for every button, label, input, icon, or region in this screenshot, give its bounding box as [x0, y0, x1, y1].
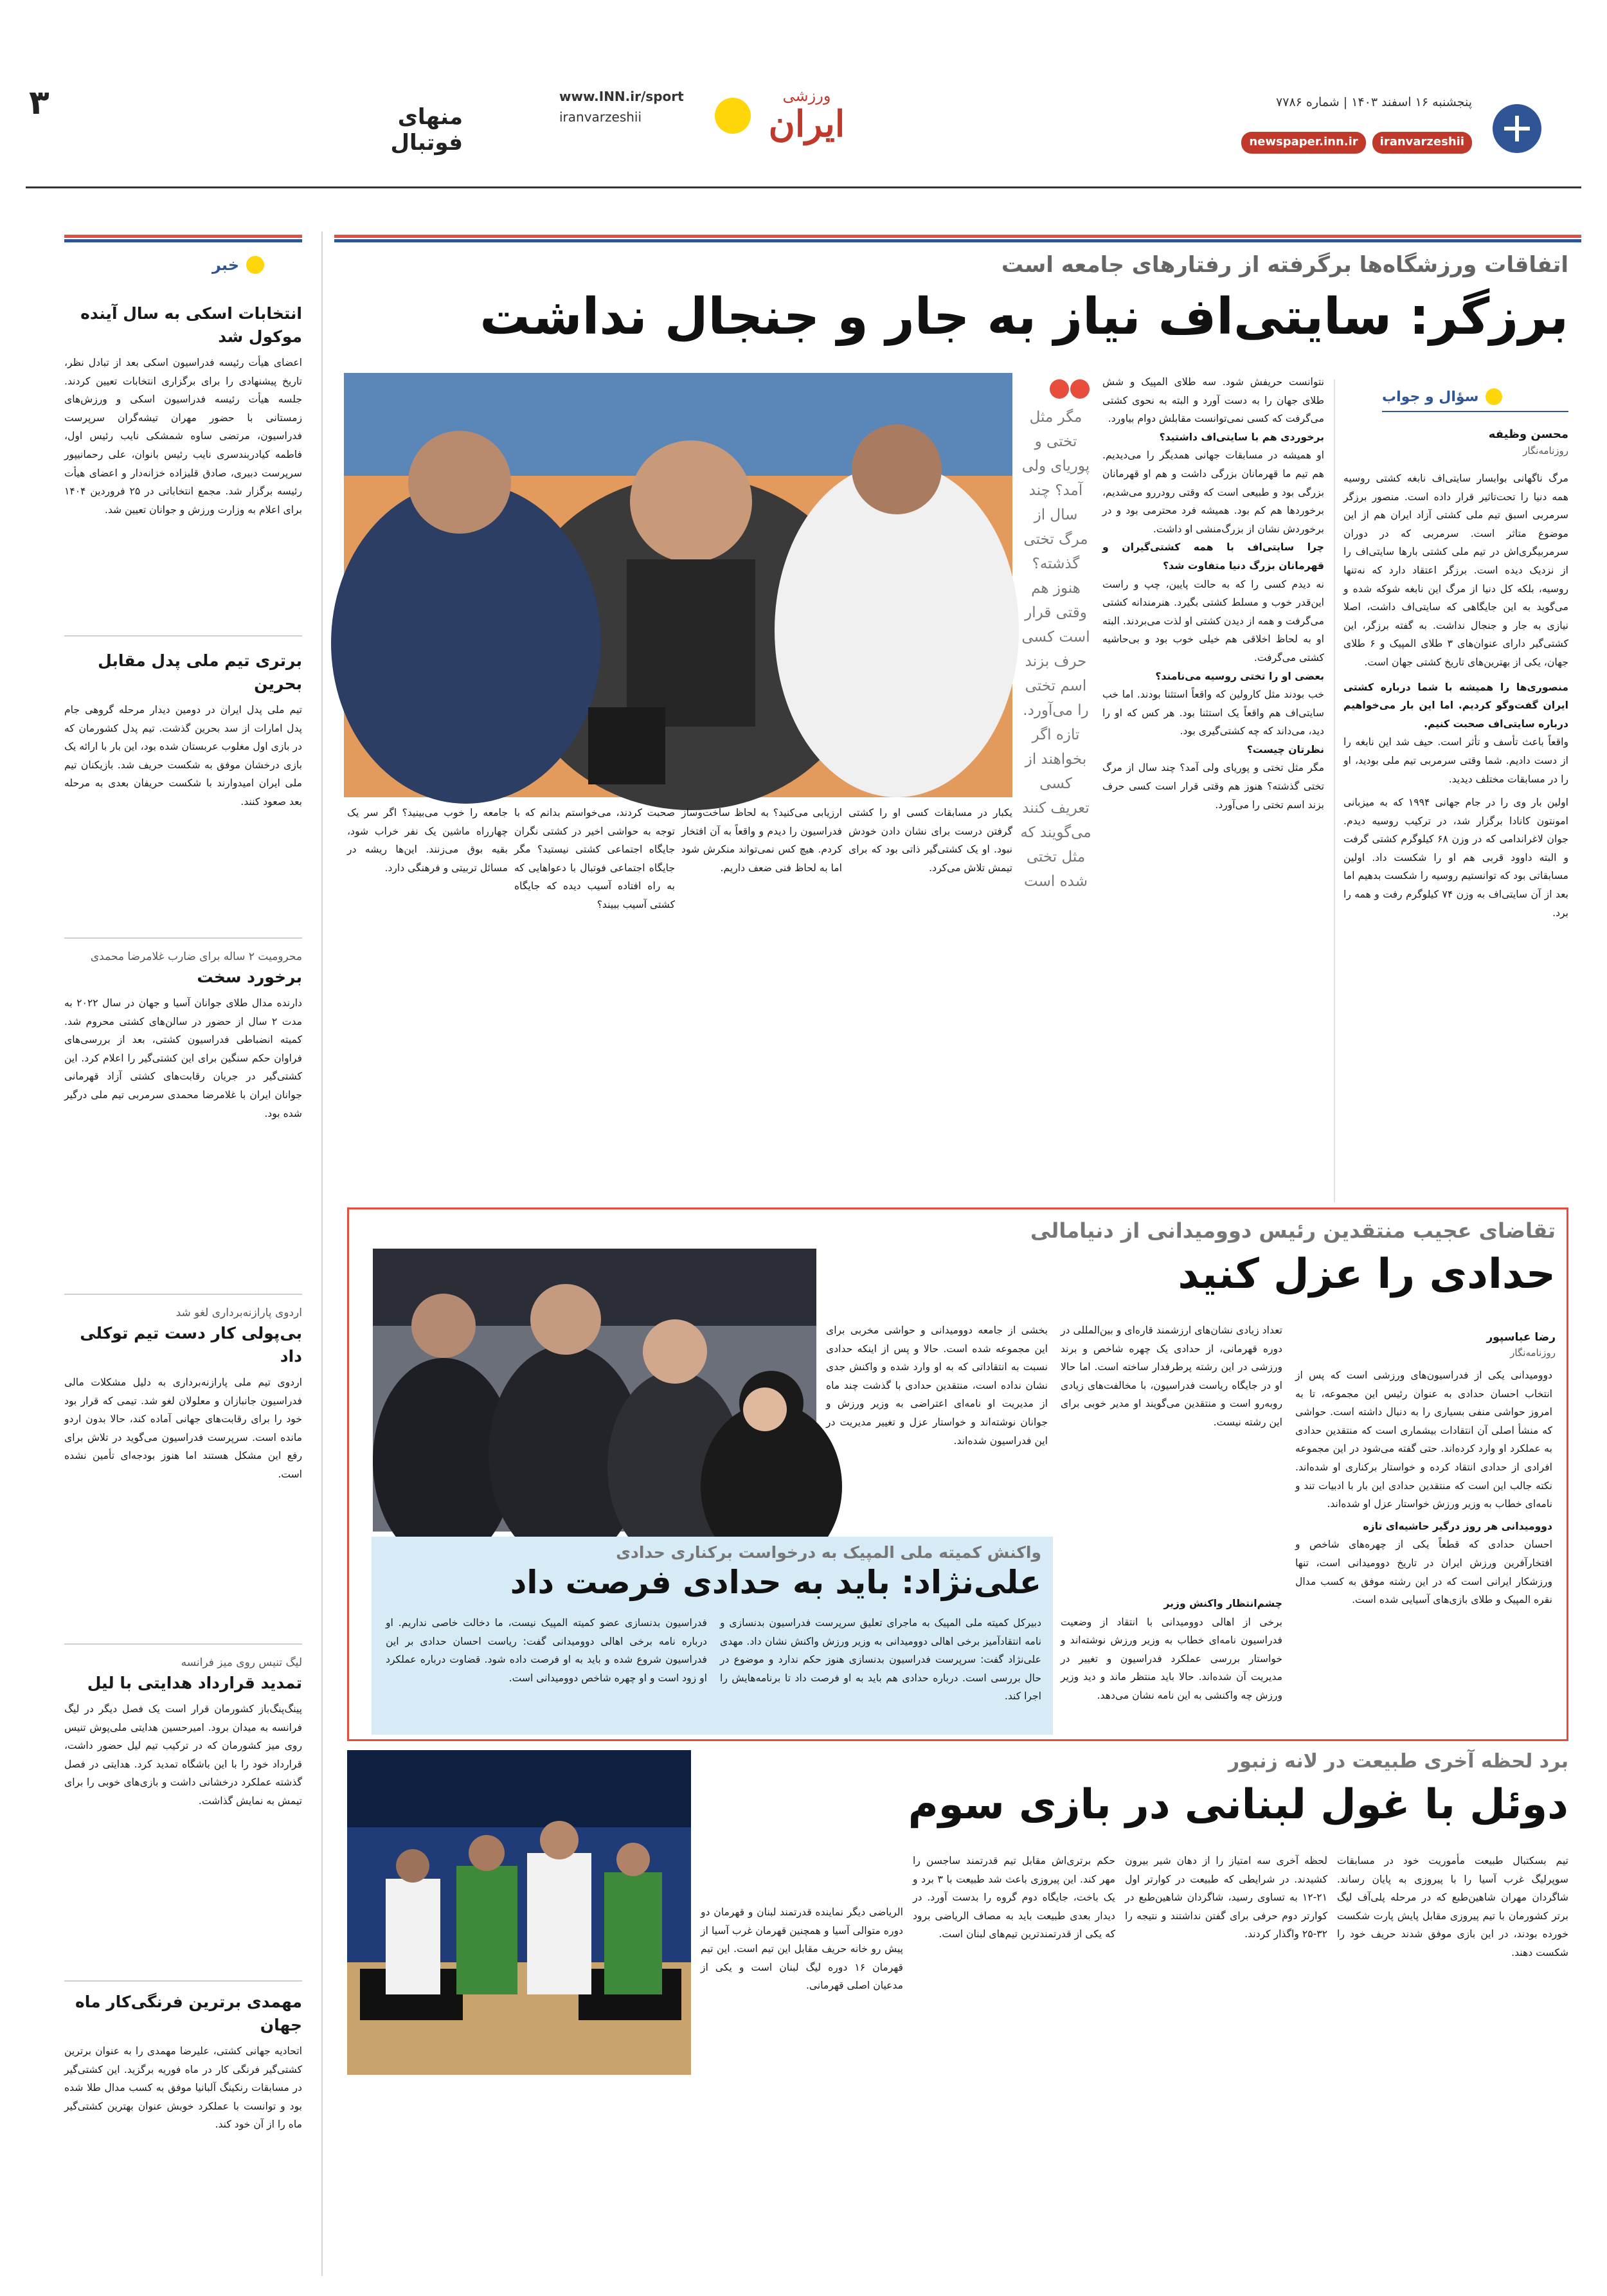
haddadi-headline: حدادی را عزل کنید [1178, 1251, 1556, 1298]
basketball-headline: دوئل با غول لبنانی در بازی سوم [908, 1781, 1568, 1829]
haddadi-author-role: روزنامه‌نگار [1510, 1347, 1556, 1359]
sidebar-news-1 [64, 302, 302, 630]
main-column-3 [848, 804, 1012, 1202]
basketball-column-2 [1125, 1852, 1327, 2276]
sidebar-stripe-blue [64, 239, 302, 242]
news-kicker: اردوی پارازنه‌برداری لغو شد [175, 1306, 302, 1319]
body-text: دبیرکل کمیته ملی المپیک به ماجرای تعلیق سرپرست فدراسیون بدنسازی و نامه انتقادآمیز برخی اهالی دوومیدانی به وزیر ورزش واکنش نشان داد. مهدی علی‌نژاد گفت: سرپرست فدراسیون بدنسازی هنوز حکم ندارد و موضوع در حال بررسی است. درباره حدادی هم باید به او فرصت داد تا برنامه‌هایش را اجرا کند. [720, 1617, 1041, 1703]
news-body: اعضای هیأت رئیسه فدراسیون اسکی بعد از تبادل نظر، تاریخ پیشنهادی را برای برگزاری انتخابات تعیین کردند. جلسه هیأت رئیسه فدراسیون اسکی و ورزش‌های زمستانی با حضور مهران تیشه‌گران سرپرست فدراسیون، مرتضی ساوه شمشکی نایب رئیس اول، فاطمه کیادربندسری نایب رئیس بانوان، علی رحمانیپور سرپرست دبیری، صادق قلیزاده خزانه‌دار و اعضای هیأت رئیسه برگزار شد. مجمع انتخاباتی در ۲۵ فروردین ۱۴۰۴ برای اعلام به وزارت ورزش و جوانان تعیین شد. [64, 357, 302, 516]
question: برخوردی هم با سایتی‌اف داشتید؟ [1159, 431, 1324, 443]
body-text: نتوانست حریفش شود. سه طلای المپیک و شش طلای جهان را به دست آورد و البته به نحوی کشتی می‌گرفت که کسی نمی‌توانست مقابلش دوام بیاورد. [1102, 376, 1324, 425]
quote-marks-icon [1048, 376, 1093, 402]
sidebar-news-4 [64, 1304, 302, 1638]
news-body: تیم ملی پدل ایران در دومین دیدار مرحله گروهی جام پدل امارات از سد بحرین گذشت. تیم پدل کشورمان که در بازی اول مغلوب عربستان شده بود، این بار با ارائه یک بازی درخشان موفق به شکست حریف شد. بازیکنان تیم ملی ایران امیدوارند با شکست حریفان بعدی به مرحله بعد صعود کنند. [64, 704, 302, 808]
haddadi-photo [373, 1249, 816, 1532]
sidebar-news-6 [64, 1991, 302, 2261]
main-stripe-blue [334, 239, 1581, 242]
main-headline: برزگر: سایتی‌اف نیاز به جار و جنجال نداشت [480, 288, 1568, 346]
site-url[interactable]: www.INN.ir/sport [559, 89, 684, 104]
haddadi-author: رضا عباسپور [1486, 1331, 1556, 1344]
question: منصوری‌ها را همیشه با شما درباره کشتی ایران گفت‌وگو کردیم. اما این بار می‌خواهیم درباره سایتی‌اف صحبت کنیم. [1343, 681, 1568, 730]
qa-label: سؤال و جواب [1382, 388, 1479, 405]
subheading: چشم‌انتظار واکنش وزیر [1163, 1598, 1282, 1609]
sidebar-news-2 [64, 649, 302, 932]
main-column-4 [681, 804, 842, 1202]
qa-dot-icon [1485, 388, 1503, 406]
body-text: حکم برتری‌اش مقابل تیم قدرتمند ساجسن را مهر کند. این پیروزی باعث شد طبیعت با ۳ برد و یک باخت، جایگاه دوم گروه را بدست آورد. در دیدار بعدی طبیعت باید به مصاف الریاضی برود که یکی از قدرتمندترین تیم‌های لبنان است. [913, 1855, 1115, 1940]
news-body: پینگ‌پنگ‌باز کشورمان قرار است یک فصل دیگر در لیگ فرانسه به میدان برود. امیرحسین هدایتی ملی‌پوش تنیس روی میز کشورمان که در ترکیب تیم لیل حضور داشت، قرارداد خود را با این باشگاه تمدید کرد. هدایتی در فصل گذشته عملکرد درخشانی داشت و بازی‌های خوبی را برای تیمش به نمایش گذاشت. [64, 1703, 302, 1807]
sidebar-label: خبر [212, 256, 240, 274]
subheading: دوومیدانی هر روز درگیر حاشیه‌ای تازه [1363, 1520, 1552, 1532]
pull-quote: مگر مثل تختی و پوریای ولی آمد؟ چند سال از مرگ تختی گذشته؟ هنوز هم وقتی قرار است کسی حرف بزند اسم تختی را می‌آورد. تازه اگر بخواهند از کسی تعریف کنند می‌گویند که مثل تختی شده است [1020, 409, 1091, 890]
body-text: بخشی از جامعه دوومیدانی و حواشی مخربی برای این مجموعه شده است. حالا و پس از اینکه حدادی نسبت به انتقاداتی که به او وارد شده و واکنش جدی نشان نداده است، منتقدین حدادی با گذشت چند ماه از مدیریت او نامه‌ای اعتراضی به وزیر ورزش و جوانان نوشته‌اند و خواستار عزل و تغییر مدیریت در این فدراسیون شده‌اند. [826, 1324, 1048, 1447]
author-name: محسن وظیفه [1488, 428, 1568, 441]
body-text: مگر مثل تختی و پوریای ولی آمد؟ چند سال از مرگ تختی گذشته؟ هنوز هم وقتی قرار است کسی حرف بزند اسم تختی را می‌آورد. [1102, 762, 1324, 811]
main-photo [344, 373, 1012, 796]
basketball-column-4 [701, 1903, 903, 2276]
main-stripe-red [334, 235, 1581, 238]
sidebar-news-3 [64, 948, 302, 1288]
news-dot-icon [246, 255, 265, 275]
logo-sun-icon [714, 96, 752, 135]
body-text: ارزیابی می‌کنید؟ به لحاظ ساخت‌وساز فدراسیون را دیدم و واقعاً به آن افتخار کردم. هیچ کس نمی‌تواند منکرش شود اما به لحاظ فنی ضعف داریم. [681, 807, 842, 874]
news-title: بی‌پولی کار دست تیم توکلی داد [80, 1324, 302, 1366]
plus-circle-icon[interactable] [1491, 103, 1543, 154]
news-kicker: لیگ تنیس روی میز فرانسه [181, 1656, 302, 1669]
alinejad-column-1 [720, 1614, 1041, 1730]
alinejad-headline: علی‌نژاد: باید به حدادی فرصت داد [510, 1564, 1041, 1601]
body-text: نه دیدم کسی را که به حالت پایین، چپ و راست این‌قدر خوب و مسلط کشتی بگیرد. هنرمندانه کشتی می‌گرفت و همه از دیدن کشتی او لذت می‌بردند. البته او به لحاظ اخلاقی هم خیلی خوب بود و بی‌حاشیه کشتی می‌گرفت. [1102, 578, 1324, 664]
column-rule [1334, 379, 1335, 1202]
news-body: اردوی تیم ملی پارازنه‌برداری به دلیل مشکلات مالی فدراسیون جانبازان و معلولان لغو شد. تیمی که قرار بود خود را برای رقابت‌های جهانی آماده کند، حالا بدون اردو مانده است. سرپرست فدراسیون می‌گوید در تلاش برای رفع این مشکل هستند اما هنوز بودجه‌ای تأمین نشده است. [64, 1377, 302, 1480]
haddadi-column-2 [1061, 1321, 1282, 1585]
news-title: تمدید قرارداد هدایتی با لیل [87, 1674, 302, 1692]
sidebar-news-5 [64, 1654, 302, 1975]
news-body: اتحادیه جهانی کشتی، علیرضا مهمدی را به عنوان برترین کشتی‌گیر فرنگی کار در ماه فوریه برگزید. این کشتی‌گیر در مسابقات رنکینگ آلبانیا موفق به کسب مدال طلا شده بود و توانست با عملکرد خوبش عنوان بهترین کشتی‌گیر ماه را از آن خود کند. [64, 2045, 302, 2131]
body-text: احسان حدادی که قطعاً یکی از چهره‌های شاخص و افتخارآفرین ورزش ایران در تاریخ دوومیدانی است، تنها ورزشکار ایرانی است که در این رشته موفق به کسب مدال نقره المپیک و طلای بازی‌های آسیایی شده است. [1295, 1539, 1552, 1606]
social-handle[interactable]: iranvarzeshii [559, 109, 642, 125]
main-kicker: اتفاقات ورزشگاه‌ها برگرفته از رفتارهای جامعه است [1001, 252, 1568, 278]
main-column-2 [1102, 373, 1324, 1202]
haddadi-column-2b [1061, 1595, 1282, 1733]
body-text: لحظه آخری سه امتیاز را از دهان شیر بیرون کشیدند. در شرایطی که طبیعت در کوارتر اول ۲۱-۱۲ به تساوی رسید، شاگردان شاهین‌طبع در کوارتر دوم حرفی برای گفتن نداشتند و نتیجه را ۳۲-۲۵ واگذار کردند. [1125, 1855, 1327, 1940]
news-title: برتری تیم ملی پدل مقابل بحرین [98, 651, 302, 693]
body-text: خب بودند مثل کارولین که واقعاً استثنا بودند. اما خب سایتی‌اف هم واقعاً یک استثنا بود. هر کس که او را دید، می‌داند که چه کشتی‌گیری بود. [1102, 689, 1324, 737]
instagram-handle[interactable]: iranvarzeshii [1372, 132, 1472, 154]
main-column-6 [347, 804, 508, 1202]
body-text: اولین بار وی را در جام جهانی ۱۹۹۴ که به میزبانی امونتون کانادا برگزار شد، در ترکیب روسیه دیدم. جوان لاغراندامی که در وزن ۶۸ کیلوگرم کشتی گرفت و البته داوود قربی هم او را شکست داد. اولین مسابقاتی بود که توانستیم روسیه را شکست بدهیم اما بعد از آن سایتی‌اف به وزن ۷۴ کیلوگرم رفت و همه را برد. [1343, 797, 1569, 919]
basketball-kicker: برد لحظه آخری طبیعت در لانه زنبور [1228, 1750, 1568, 1773]
news-body: دارنده مدال طلای جوانان آسیا و جهان در سال ۲۰۲۲ به مدت ۲ سال از حضور در سالن‌های کشتی محروم شد. کمیته انضباطی فدراسیون کشتی، بعد از بررسی‌های فراوان حکم سنگین برای این کشتی‌گیر را اعلام کرد. این کشتی‌گیر در جریان رقابت‌های کشتی آزاد قهرمانی جوانان ایران با غلامرضا محمدی سرمربی تیم ملی درگیر شده بود. [64, 997, 302, 1119]
sidebar [64, 302, 302, 2276]
haddadi-column-1 [1295, 1366, 1552, 1733]
alinejad-kicker: واکنش کمیته ملی المپیک به درخواست برکناری حدادی [616, 1543, 1041, 1562]
masthead-logo [752, 87, 861, 164]
newspaper-site-link[interactable]: newspaper.inn.ir [1241, 132, 1365, 154]
body-text: دوومیدانی یکی از فدراسیون‌های ورزشی است که پس از انتخاب احسان حدادی به عنوان رئیس این مجموعه، تا به امروز حواشی منفی بسیاری را به دنبال داشته است. حواشی که منشأ اصلی آن انتقادات بیشماری است که منتقدین حدادی به عملکرد او وارد کرده‌اند. حتی گفته می‌شود در این مجموعه افرادی از حدادی انتقاد کرده و خواستار برکناری او شده‌اند. نکته جالب این است که منتقدین حدادی این بار با ادبیات تند و نامه‌ای خطاب به وزیر ورزش خواستار عزل او شده‌اند. [1295, 1369, 1552, 1510]
news-title: انتخابات اسکی به سال آینده موکول شد [80, 304, 302, 346]
basketball-column-3 [913, 1852, 1115, 2276]
masthead-divider [26, 186, 1581, 188]
body-text: مرگ ناگهانی بوابسار سایتی‌اف نابغه کشتی روسیه همه دنیا را تحت‌تاثیر قرار داده است. منصور برزگر سرمربی اسبق تیم ملی کشتی آزاد ایران هم از این موضوع متاثر است. سرمربی که در دوران سرمربیگری‌اش در تیم ملی کشتی بارها سایتی‌اف را از نزدیک دیده است. برزگر اعتقاد دارد که نه‌تنها روسیه، بلکه کل دنیا از مرگ این نابغه شوکه شده و می‌گوید به این جایگاهی که سایتی‌اف داشت، اصلا نیازی به جار و جنجال نداشت. به گفته برزگر، این کشتی‌گیر دارای عنوان‌های ۳ طلای المپیک و ۶ طلای جهان، یکی از بهترین‌های تاریخ کشتی جهان است. [1343, 473, 1568, 668]
question: بعضی او را تختی روسیه می‌نامند؟ [1155, 670, 1324, 682]
body-text: تعداد زیادی نشان‌های ارزشمند قاره‌ای و بین‌المللی در دوره قهرمانی، از حدادی یک چهره شاخص و برند ورزشی در این رشته پرطرفدار ساخته است. اما حالا او در جایگاه ریاست فدراسیون، با مخالفت‌های زیادی روبه‌رو است و منتقدین می‌گویند او مدیر خوبی برای این رشته نیست. [1061, 1324, 1282, 1428]
logo-main: ایران [768, 103, 845, 145]
body-text: برخی از اهالی دوومیدانی با انتقاد از وضعیت فدراسیون نامه‌ای خطاب به وزیر ورزش نوشته‌اند و خواستار بررسی عملکرد فدراسیون و تغییر در مدیریت آن شده‌اند. حالا باید منتظر ماند و دید وزیر ورزش چه واکنشی به این نامه نشان می‌دهد. [1061, 1616, 1282, 1701]
sidebar-stripe-red [64, 235, 302, 238]
page-number: ۳ [29, 84, 49, 122]
sidebar-divider [321, 231, 323, 2276]
body-text: او همیشه در مسابقات جهانی همدیگر را می‌دیدیم. هم تیم ما قهرمانان بزرگی داشت و هم او قهرمانان بزرگی بود و طبیعی است که وقتی رودررو می‌شدیم، برخوردها هم کم بود. همیشه فرد محترمی بود و در برخوردش نشان از بزرگ‌منشی او داشت. [1102, 449, 1324, 535]
body-text: تیم بسکتبال طبیعت مأموریت خود در مسابقات سوپرلیگ غرب آسیا را با پیروزی به پایان رساند. شاگردان مهران شاهین‌طبع که در مرحله پلی‌آف لیگ برتر کشورمان با تیم پیروزی مقابل پایش پارت شکست خورده بودند، در این بازی موفق شدند حریف خود را شکست دهند. [1337, 1855, 1568, 1958]
body-text: فدراسیون بدنسازی عضو کمیته المپیک نیست، ما دخالت خاصی نداریم. او درباره نامه برخی اهالی دوومیدانی گفت: ریاست احسان حدادی بر این فدراسیون شروع شده و باید به او فرصت داده شود. قضاوت درباره عملکرد او زود است و او چهره شاخص دوومیدانی است. [386, 1617, 707, 1684]
date-line: پنجشنبه ۱۶ اسفند ۱۴۰۳ | شماره ۷۷۸۶ [1276, 95, 1472, 109]
author-role: روزنامه‌نگار [1523, 445, 1568, 456]
section-title: منهای فوتبال [390, 104, 463, 156]
alinejad-column-2 [386, 1614, 707, 1730]
news-title: مهمدی برترین فرنگی‌کار ماه جهان [75, 1993, 302, 2034]
basketball-photo [347, 1750, 691, 2075]
haddadi-kicker: تقاضای عجیب منتقدین رئیس دوومیدانی از دنیامالی [1030, 1218, 1556, 1243]
main-column-5 [514, 804, 675, 1202]
body-text: صحبت کردند، می‌خواستم بدانم که با توجه به حواشی اخیر در کشتی نگران جایگاه اجتماعی کشتی نیستید؟ مگر جایگاه اجتماعی فوتبال با دعواهایی که به راه افتاده آسیب دیده که جایگاه کشتی آسیب ببیند؟ [514, 807, 675, 910]
main-column-1 [1343, 469, 1568, 1202]
body-text: الریاضی دیگر نماینده قدرتمند لبنان و قهرمان دو دوره متوالی آسیا و همچنین قهرمان غرب آسیا از پیش رو خانه حریف مقابل این تیم است. این تیم قهرمان ۱۶ دوره لیگ لبنان است و یکی از مدعیان اصلی قهرمانی. [701, 1906, 903, 1992]
question: نظرتان چیست؟ [1246, 743, 1324, 755]
body-text: واقعاً باعث تأسف و تأثر است. حیف شد این نابغه را از دست دادیم. شما وقتی سرمربی تیم ملی بودید، او را در مسابقات مختلف دیدید. [1343, 736, 1568, 785]
logo-sub: ورزشی [782, 87, 831, 105]
news-kicker: محرومیت ۲ ساله برای ضارب غلامرضا محمدی [90, 950, 302, 963]
body-text: یکبار در مسابقات کسی او را کشتی گرفتن درست برای نشان دادن خودش نبود. او یک کشتی‌گیر ذاتی بود که برای تیمش تلاش می‌کرد. [848, 807, 1012, 874]
question: چرا سایتی‌اف با همه کشتی‌گیران و قهرمانان بزرگ دنیا متفاوت شد؟ [1102, 541, 1324, 572]
body-text: جامعه را خوب می‌بینید؟ اگر سر یک چهارراه ماشین یک نفر خراب شود، بقیه بوق می‌زنند. این‌ها ریشه در مسائل تربیتی و فرهنگی دارد. [347, 807, 508, 874]
news-title: برخورد سخت [197, 968, 302, 986]
basketball-column-1 [1337, 1852, 1568, 2276]
